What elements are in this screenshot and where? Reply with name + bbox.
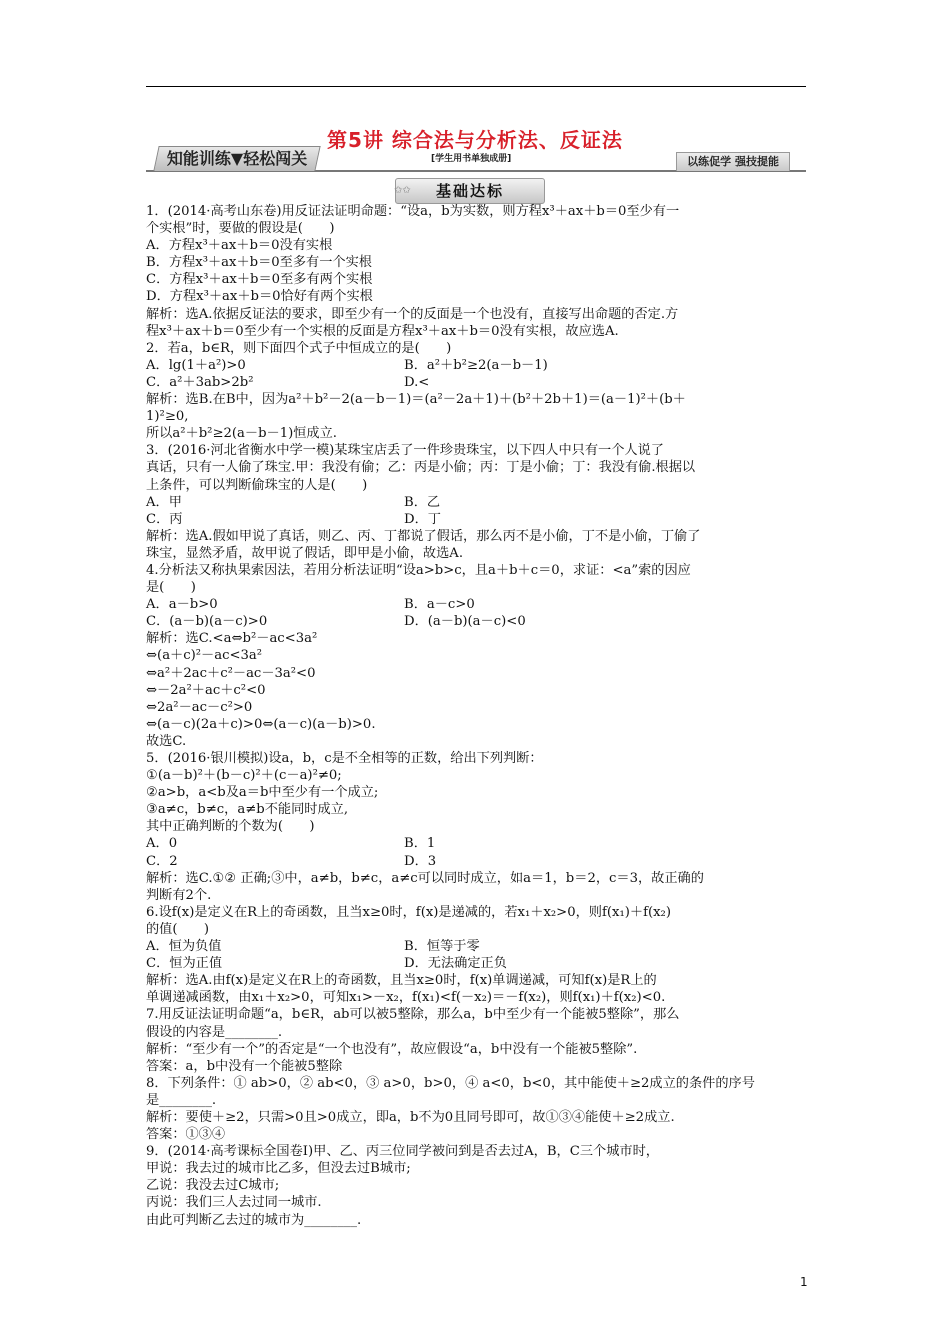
page-number: 1 bbox=[800, 1275, 808, 1289]
text-line: 是( ) bbox=[146, 580, 196, 596]
option-row bbox=[146, 596, 810, 613]
option-text: C．(a－b)(a－c)>0 bbox=[146, 614, 268, 630]
option-text: D．丁 bbox=[404, 511, 441, 527]
option-row bbox=[146, 357, 810, 374]
exercise-content bbox=[146, 203, 810, 1229]
text-line: 珠宝，显然矛盾，故甲说了假话，即甲是小偷，故选A. bbox=[146, 545, 464, 561]
text-line: 是________. bbox=[146, 1092, 217, 1108]
text-line: 5．(2016·银川模拟)设a，b，c是不全相等的正数，给出下列判断： bbox=[146, 751, 543, 766]
option-text: C．a²＋3ab>2b² bbox=[146, 374, 254, 390]
text-line: ⇔(a－c)(2a＋c)>0⇔(a－c)(a－b)>0. bbox=[146, 716, 376, 732]
text-line: 上条件，可以判断偷珠宝的人是( ) bbox=[146, 477, 368, 493]
text-line: 答案：a，b中没有一个能被5整除 bbox=[146, 1058, 343, 1074]
section-title bbox=[395, 178, 545, 204]
option-text: A．0 bbox=[146, 836, 178, 852]
option-text: A．a－b>0 bbox=[146, 597, 218, 613]
text-line: 程x³＋ax＋b＝0至少有一个实根的反面是方程x³＋ax＋b＝0没有实根，故应选A. bbox=[146, 323, 619, 339]
text-line: 解析：选A.假如甲说了真话，则乙、丙、丁都说了假话，那么丙不是小偷，丁不是小偷，丁偷了 bbox=[146, 528, 701, 544]
text-line: 解析：选A.由f(x)是定义在R上的奇函数，且当x≥0时，f(x)单调递减，可知f(x)是R上的 bbox=[146, 973, 657, 989]
option-text: D．(a－b)(a－c)<0 bbox=[404, 614, 526, 630]
banner-left-label: 知能训练▼轻松闯关 bbox=[166, 149, 308, 168]
option-text: D.< bbox=[404, 374, 430, 390]
option-row bbox=[146, 835, 810, 852]
text-line: ⇔a²＋2ac＋c²－ac－3a²<0 bbox=[146, 665, 316, 681]
text-line: 的值( ) bbox=[146, 921, 210, 937]
text-line: 7.用反证法证明命题“a，b∈R，ab可以被5整除，那么a，b中至少有一个能被5整除”，那么 bbox=[146, 1007, 680, 1023]
text-line: ⇔(a＋c)²－ac<3a² bbox=[146, 648, 263, 664]
option-text: B．恒等于零 bbox=[404, 939, 480, 955]
option-text: C．恒为正值 bbox=[146, 956, 223, 972]
text-line: 解析：要使＋≥2，只需>0且>0成立，即a，b不为0且同号即可，故①③④能使＋≥2成立. bbox=[146, 1109, 675, 1125]
text-line: 假设的内容是________. bbox=[146, 1024, 283, 1040]
text-line: 丙说：我们三人去过同一城市. bbox=[146, 1195, 322, 1211]
option-row bbox=[146, 853, 810, 870]
option-text: A．恒为负值 bbox=[146, 939, 222, 955]
option-text: A．甲 bbox=[146, 494, 182, 510]
text-line: ③a≠c，b≠c，a≠b不能同时成立, bbox=[146, 802, 349, 818]
option-text: C．2 bbox=[146, 853, 178, 869]
header-banner bbox=[146, 146, 806, 174]
text-line: C．方程x³＋ax＋b＝0至多有两个实根 bbox=[146, 272, 373, 288]
text-line: 答案：①③④ bbox=[146, 1127, 226, 1143]
text-line: 由此可判断乙去过的城市为________. bbox=[146, 1212, 362, 1228]
option-text: B．a²＋b²≥2(a－b－1) bbox=[404, 357, 548, 373]
text-line: ⇔－2a²＋ac＋c²<0 bbox=[146, 682, 266, 698]
text-line: A．方程x³＋ax＋b＝0没有实根 bbox=[146, 238, 333, 254]
text-line: B．方程x³＋ax＋b＝0至多有一个实根 bbox=[146, 255, 372, 271]
text-line: 乙说：我没去过C城市; bbox=[146, 1178, 280, 1194]
banner-right-tab: 以练促学 强技提能 bbox=[676, 152, 790, 171]
option-row bbox=[146, 374, 810, 391]
text-line: 单调递减函数，由x₁＋x₂>0，可知x₁>－x₂，f(x₁)<f(－x₂)＝－f(x₂)，则f(x₁)＋f(x₂)<0. bbox=[146, 990, 666, 1006]
option-row bbox=[146, 938, 810, 955]
banner-note: [学生用书单独成册] bbox=[431, 154, 512, 164]
text-line: ⇔2a²－ac－c²>0 bbox=[146, 699, 253, 715]
text-line: 解析：选B.在B中，因为a²＋b²－2(a－b－1)＝(a²－2a＋1)＋(b²＋2b＋1)＝(a－1)²＋(b＋ bbox=[146, 392, 686, 408]
option-row bbox=[146, 511, 810, 528]
text-line: 解析：选A.依据反证法的要求，即至少有一个的反面是一个也没有，直接写出命题的否定.方 bbox=[146, 306, 679, 322]
text-line: 个实根”时，要做的假设是( ) bbox=[146, 221, 335, 237]
text-line: 所以a²＋b²≥2(a－b－1)恒成立. bbox=[146, 426, 337, 442]
option-row bbox=[146, 955, 810, 972]
option-row bbox=[146, 613, 810, 630]
option-text: A．lg(1＋a²)>0 bbox=[146, 357, 246, 373]
text-line: 其中正确判断的个数为( ) bbox=[146, 819, 315, 835]
option-text: B．a－c>0 bbox=[404, 597, 475, 613]
text-line: 判断有2个. bbox=[146, 887, 212, 903]
text-line: D．方程x³＋ax＋b＝0恰好有两个实根 bbox=[146, 289, 373, 305]
text-line: 1．(2014·高考山东卷)用反证法证明命题：“设a，b为实数，则方程x³＋ax＋b＝0至少有一 bbox=[146, 204, 680, 219]
option-row bbox=[146, 494, 810, 511]
text-line: 4.分析法又称执果索因法，若用分析法证明“设a>b>c，且a＋b＋c＝0，求证：<a”索的因应 bbox=[146, 562, 691, 578]
banner-left-tab bbox=[153, 146, 321, 171]
option-text: B．1 bbox=[404, 836, 436, 852]
option-text: C．丙 bbox=[146, 511, 183, 527]
text-line: 1)²≥0, bbox=[146, 409, 189, 425]
text-line: 3．(2016·河北省衡水中学一模)某珠宝店丢了一件珍贵珠宝，以下四人中只有一个人说了 bbox=[146, 443, 664, 459]
option-text: D．3 bbox=[404, 853, 437, 869]
chapter-title: 第5讲 综合法与分析法、反证法 bbox=[327, 128, 623, 152]
text-line: 解析：“至少有一个”的否定是“一个也没有”，故应假设“a，b中没有一个能被5整除”. bbox=[146, 1041, 638, 1057]
top-rule bbox=[146, 86, 806, 87]
text-line: ①(a－b)²＋(b－c)²＋(c－a)²≠0; bbox=[146, 768, 342, 784]
text-line: 6.设f(x)是定义在R上的奇函数，且当x≥0时，f(x)是递减的，若x₁＋x₂>0，则f(x₁)＋f(x₂) bbox=[146, 904, 671, 920]
star-icon: ✩✩ bbox=[394, 185, 411, 196]
text-line: 故选C. bbox=[146, 733, 187, 749]
text-line: 解析：选C.①② 正确;③中，a≠b，b≠c，a≠c可以同时成立，如a＝1，b＝2，c＝3，故正确的 bbox=[146, 870, 704, 886]
text-line: ②a>b，a<b及a＝b中至少有一个成立; bbox=[146, 785, 379, 801]
text-line: 9．(2014·高考课标全国卷Ⅰ)甲、乙、丙三位同学被问到是否去过A，B，C三个城市时， bbox=[146, 1144, 659, 1160]
text-line: 解析：选C.<a⇔b²－ac<3a² bbox=[146, 631, 318, 647]
section-title-label: 基础达标 bbox=[435, 182, 504, 200]
text-line: 真话，只有一人偷了珠宝.甲：我没有偷；乙：丙是小偷；丙：丁是小偷；丁：我没有偷.根据以 bbox=[146, 460, 696, 476]
text-line: 甲说：我去过的城市比乙多，但没去过B城市; bbox=[146, 1161, 411, 1177]
text-line: 2．若a，b∈R，则下面四个式子中恒成立的是( ) bbox=[146, 340, 452, 356]
option-text: B．乙 bbox=[404, 494, 441, 510]
option-text: D．无法确定正负 bbox=[404, 956, 507, 972]
text-line: 8．下列条件：① ab>0，② ab<0，③ a>0，b>0，④ a<0，b<0，其中能使＋≥2成立的条件的序号 bbox=[146, 1075, 755, 1091]
